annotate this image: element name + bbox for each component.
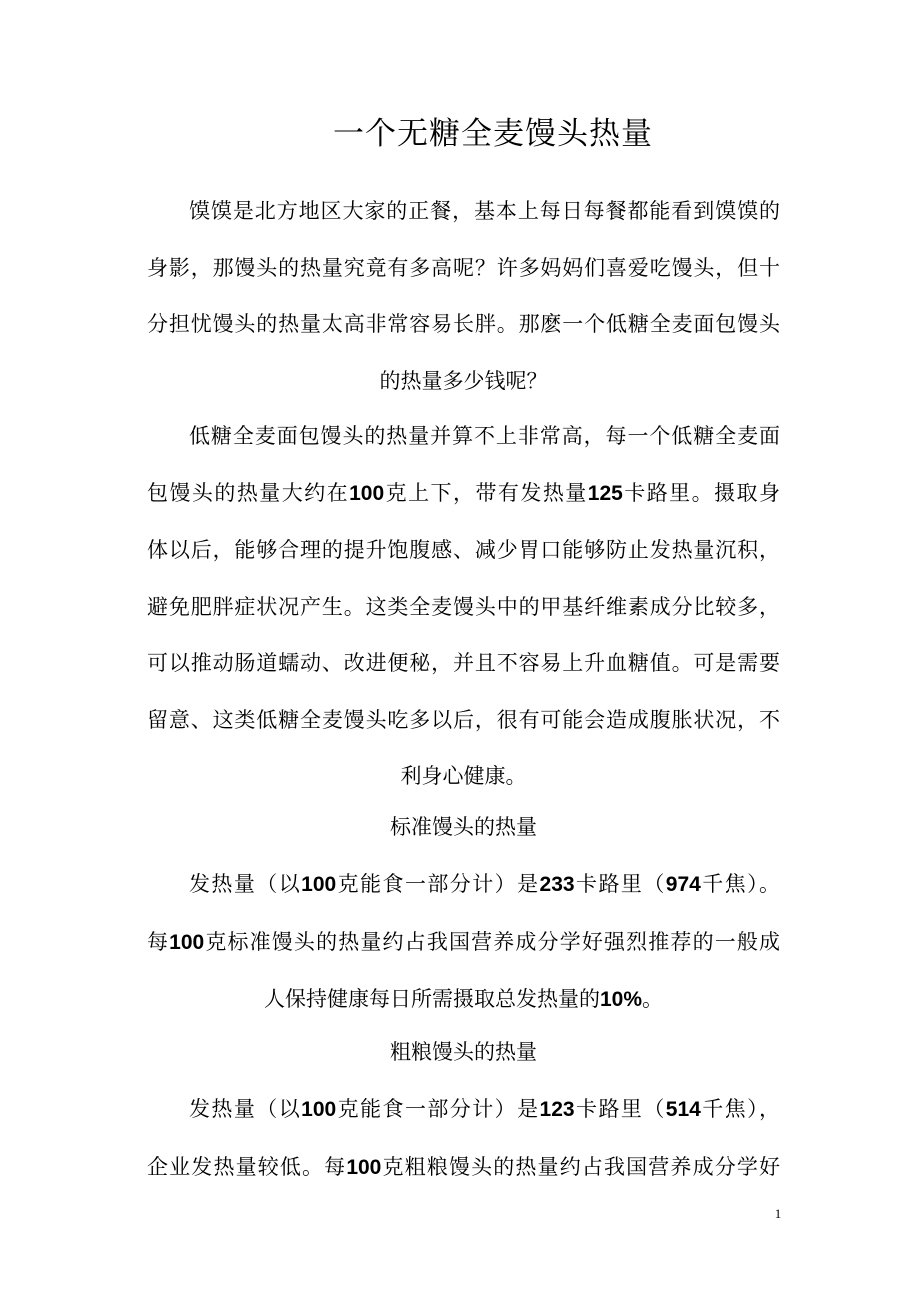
number-text: 514 [665,1098,701,1121]
document-title: 一个无糖全麦馒头热量 [333,116,653,152]
paragraph-standard [147,856,780,1029]
number-text: 100 [301,873,337,896]
paragraph-intro [147,183,780,409]
text-line: 体以后，能够合理的提升饱腹感、减少胃口能够防止发热量沉积， [147,538,780,562]
number-text: 974 [665,873,701,896]
number-text: 125 [587,481,623,505]
text-line: 利身心健康。 [400,764,527,788]
text-line: 企业发热量较低。每100克粗粮馒头的热量约占我国营养成分学好 [147,1154,781,1179]
text-line: 身影，那馒头的热量究竟有多高呢？许多妈妈们喜爱吃馒头，但十 [147,255,780,280]
paragraph-coarse [147,1081,780,1196]
number-text: 233 [539,873,575,896]
text-line: 可以推动肠道蠕动、改进便秘，并且不容易上升血糖值。可是需要 [147,651,780,675]
page-number: 1 [774,1206,782,1221]
text-line: 馍馍是北方地区大家的正餐，基本上每日每餐都能看到馍馍的 [189,199,780,223]
subheading-coarse: 粗粮馒头的热量 [390,1040,537,1064]
text-line: 发热量（以100克能食一部分计）是123卡路里（514千焦）， [189,1097,781,1121]
paragraph-lowsugar [147,408,780,805]
number-text: 100 [349,481,385,505]
text-line: 留意、这类低糖全麦馒头吃多以后，很有可能会造成腹胀状况，不 [147,707,780,732]
text-line: 避免肥胖症状况产生。这类全麦馒头中的甲基纤维素成分比较多， [147,594,780,619]
text-line: 分担忧馒头的热量太高非常容易长胖。那麽一个低糖全麦面包馒头 [147,312,780,336]
text-line: 每100克标准馒头的热量约占我国营养成分学好强烈推荐的一般成 [147,929,781,954]
number-text: 100 [301,1098,337,1121]
number-text: 100 [169,930,205,954]
number-text: 100 [346,1155,382,1179]
text-line: 包馒头的热量大约在100克上下，带有发热量125卡路里。摄取身 [147,480,781,505]
text-line: 人保持健康每日所需摄取总发热量的10%。 [263,987,664,1011]
text-line: 发热量（以100克能食一部分计）是233卡路里（974千焦）。 [189,872,781,896]
text-line: 低糖全麦面包馒头的热量并算不上非常高，每一个低糖全麦面 [189,424,780,448]
number-text: 123 [539,1098,575,1121]
number-text: 10% [599,988,643,1011]
subheading-standard: 标准馒头的热量 [390,815,537,839]
text-line: 的热量多少钱呢？ [379,368,548,393]
